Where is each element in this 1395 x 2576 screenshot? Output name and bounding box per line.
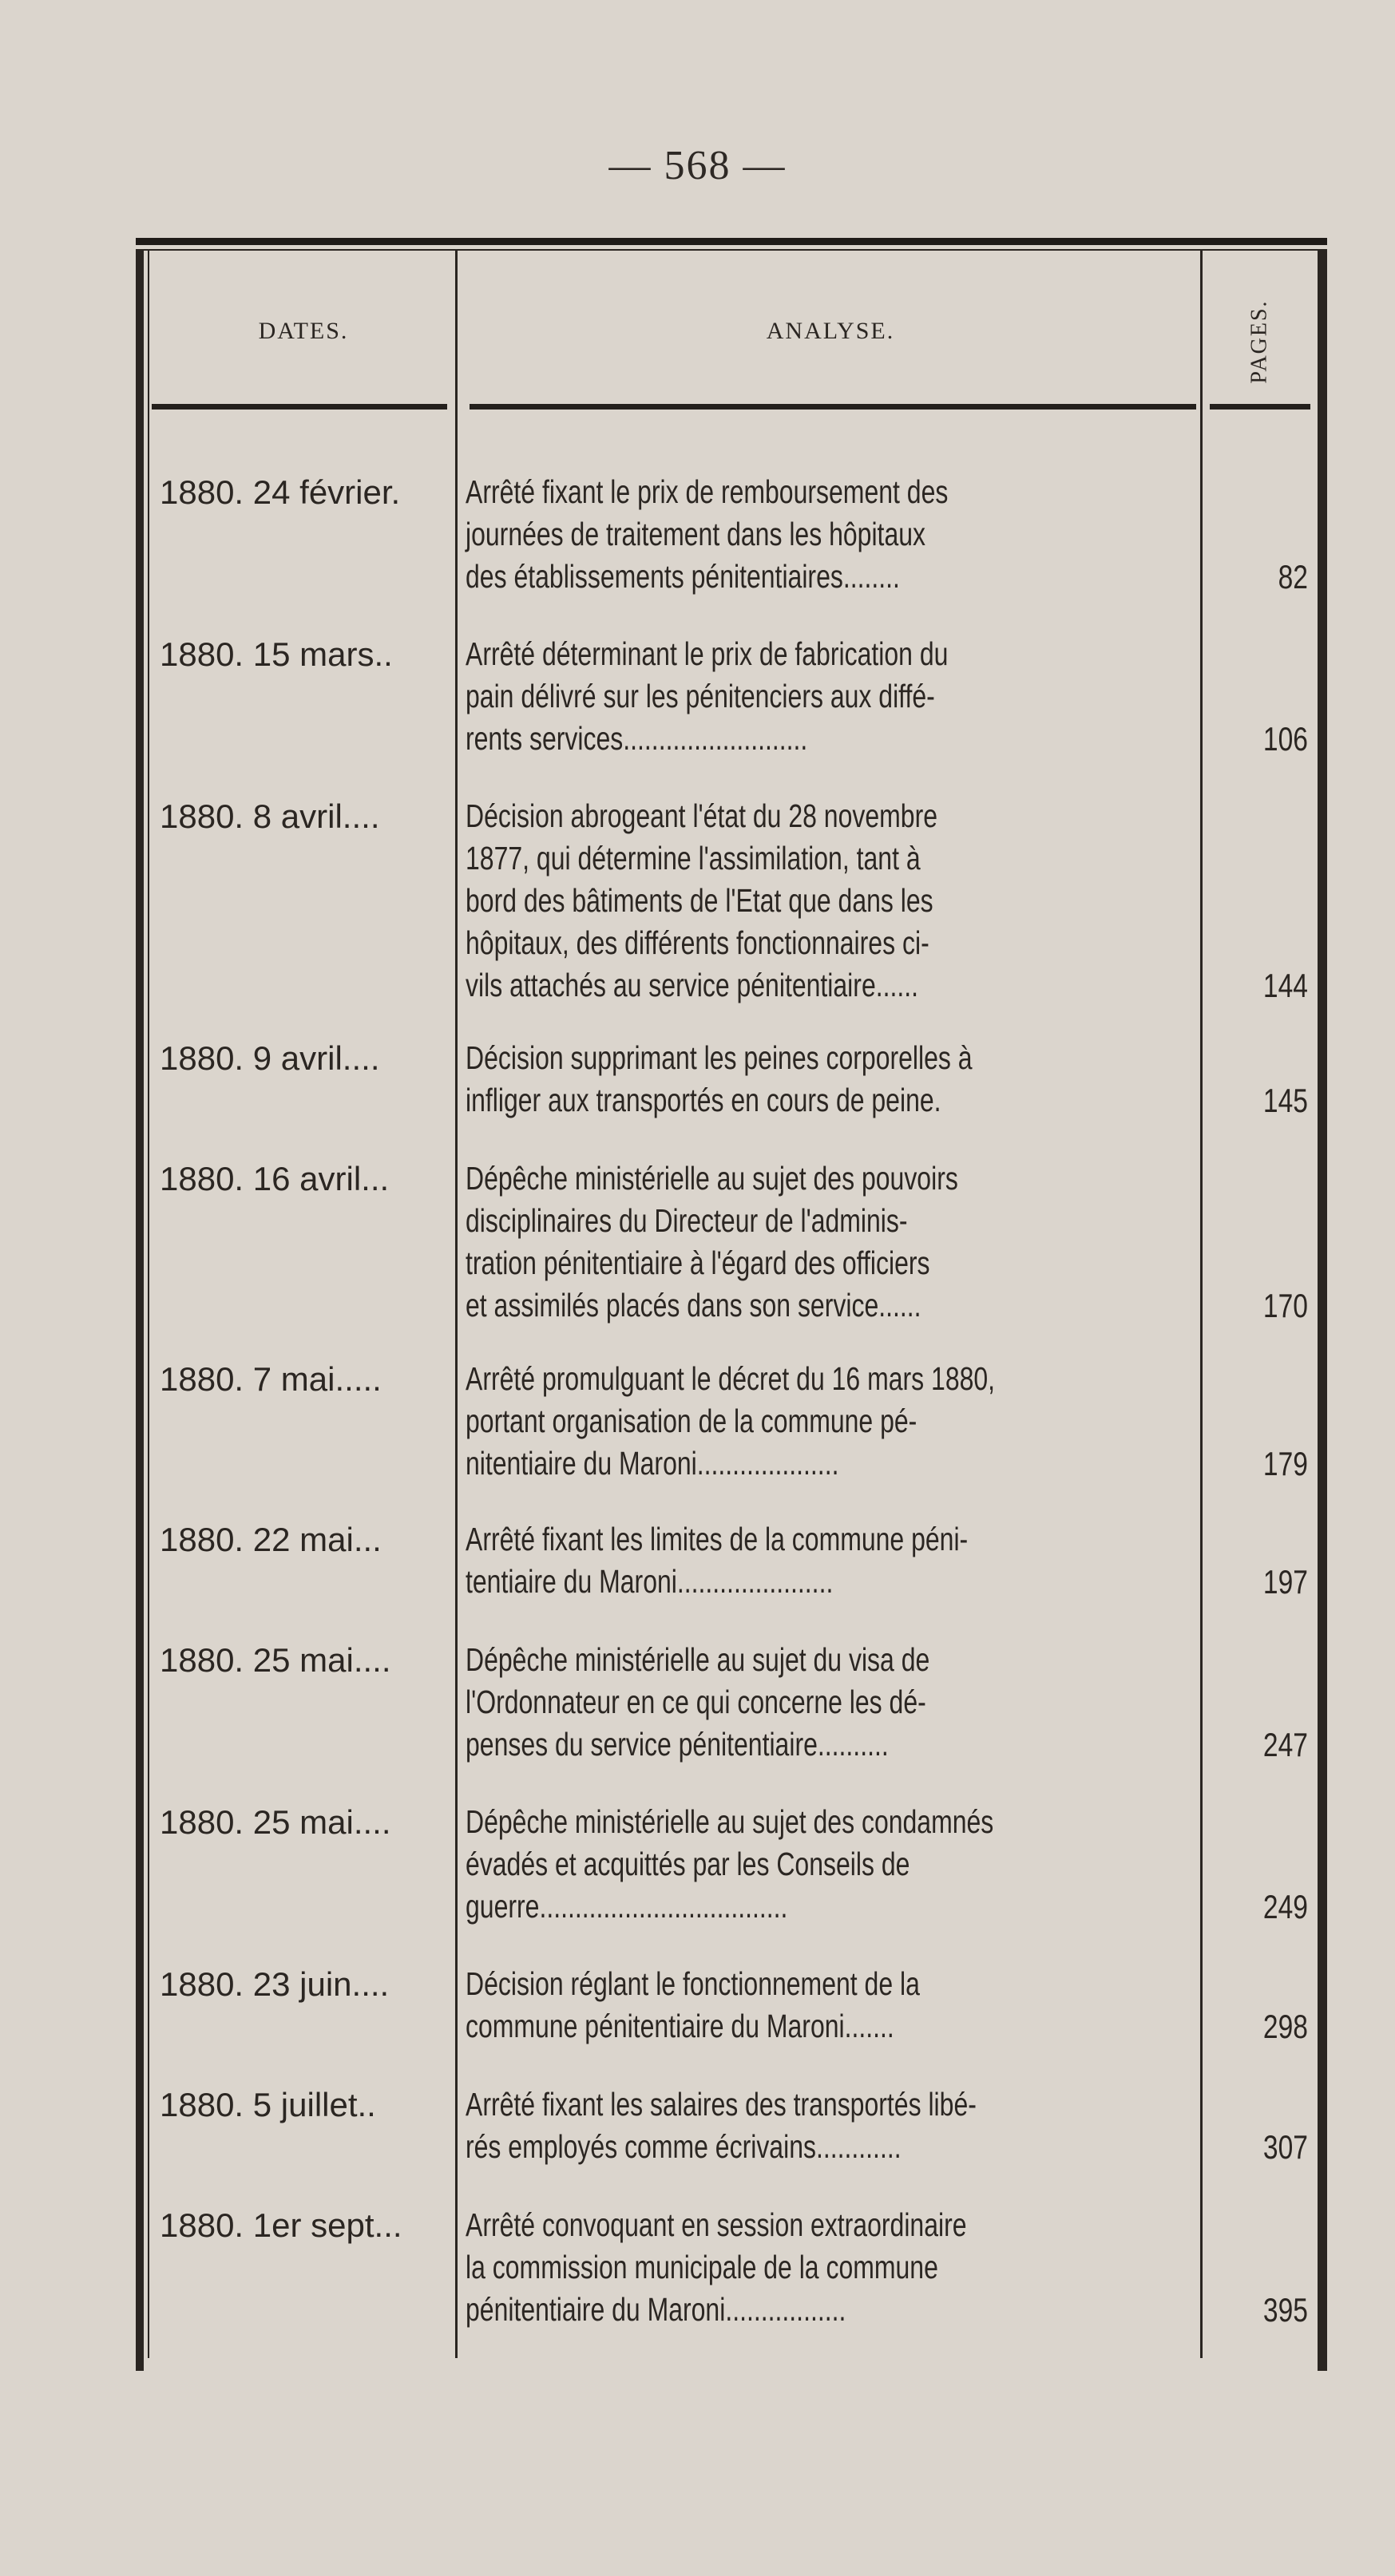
entry-page-ref: 197 — [1262, 1563, 1308, 1601]
entry-page-ref: 145 — [1262, 1082, 1308, 1119]
entry-analysis — [466, 1157, 1188, 1327]
entry-date: 1880. 23 juin.... — [160, 1965, 390, 2003]
header-dates: DATES. — [258, 318, 349, 344]
analysis-line: Décision supprimant les peines corporelles à — [466, 1039, 973, 1076]
analysis-line: journées de traitement dans les hôpitaux — [466, 516, 926, 552]
analysis-line: guerre................................... — [466, 1888, 788, 1925]
analysis-line: vils attachés au service pénitentiaire...... — [466, 967, 919, 1003]
entry-analysis — [466, 2083, 1188, 2168]
analysis-line: penses du service pénitentiaire.......... — [466, 1726, 889, 1763]
analysis-line: évadés et acquittés par les Conseils de — [466, 1846, 910, 1882]
entry-analysis — [466, 1037, 1188, 1122]
entry-analysis — [466, 795, 1188, 1007]
analysis-line: Arrêté fixant les limites de la commune péni- — [466, 1521, 969, 1557]
header-analyse: ANALYSE. — [766, 318, 895, 344]
entry-page-ref: 307 — [1262, 2128, 1308, 2166]
analysis-line: bord des bâtiments de l'Etat que dans les — [466, 882, 933, 919]
entry-page-ref: 170 — [1262, 1287, 1308, 1324]
analysis-line: Arrêté déterminant le prix de fabrication du — [466, 635, 949, 672]
entry-date: 1880. 25 mai.... — [160, 1641, 391, 1679]
analysis-line: infliger aux transportés en cours de peine. — [466, 1082, 941, 1118]
analysis-line: nitentiaire du Maroni.................... — [466, 1445, 839, 1482]
analysis-line: des établissements pénitentiaires........ — [466, 558, 900, 595]
analysis-line: Dépêche ministérielle au sujet des condamnés — [466, 1803, 994, 1840]
header-rule-pages — [1210, 404, 1310, 410]
entry-page-ref: 249 — [1262, 1888, 1308, 1925]
header-pages-label: PAGES. — [1247, 299, 1272, 384]
analysis-line: Décision abrogeant l'état du 28 novembre — [466, 797, 938, 834]
entry-date: 1880. 22 mai... — [160, 1521, 382, 1558]
analysis-line: portant organisation de la commune pé- — [466, 1403, 917, 1439]
header-pages — [1210, 282, 1310, 402]
entry-page-ref: 82 — [1278, 558, 1308, 596]
entry-date: 1880. 16 avril... — [160, 1160, 390, 1197]
entry-analysis — [466, 471, 1188, 598]
entry-analysis — [466, 1963, 1188, 2048]
page-number: — 568 — — [608, 143, 787, 188]
header-rule-analyse — [470, 404, 1196, 410]
analysis-line: Arrêté convoquant en session extraordinaire — [466, 2206, 967, 2243]
analysis-line: commune pénitentiaire du Maroni....... — [466, 2008, 894, 2044]
table-top-rule-thin — [136, 249, 1327, 251]
entry-date: 1880. 25 mai.... — [160, 1803, 391, 1841]
analysis-line: Arrêté promulguant le décret du 16 mars 1880, — [466, 1360, 996, 1397]
entry-analysis — [466, 1801, 1188, 1928]
analysis-line: et assimilés placés dans son service...... — [466, 1287, 921, 1324]
entry-page-ref: 179 — [1262, 1445, 1308, 1482]
table-left-border — [136, 251, 144, 2371]
analysis-line: rés employés comme écrivains............ — [466, 2128, 902, 2165]
entry-date: 1880. 9 avril.... — [160, 1039, 380, 1077]
analysis-line: rents services.......................... — [466, 720, 808, 757]
entry-page-ref: 144 — [1262, 967, 1308, 1004]
analysis-line: Dépêche ministérielle au sujet des pouvoirs — [466, 1160, 958, 1197]
analysis-line: pain délivré sur les pénitenciers aux diffé- — [466, 678, 935, 714]
column-divider-dates — [455, 251, 458, 2358]
entry-analysis — [466, 1518, 1188, 1603]
column-divider-analyse — [1200, 251, 1203, 2358]
entry-analysis — [466, 1358, 1188, 1485]
analysis-line: 1877, qui détermine l'assimilation, tant à — [466, 840, 921, 876]
analysis-line: hôpitaux, des différents fonctionnaires ci- — [466, 924, 929, 961]
entry-date: 1880. 24 février. — [160, 473, 401, 511]
entry-date: 1880. 1er sept... — [160, 2206, 402, 2244]
table-right-border — [1318, 251, 1327, 2371]
analysis-line: Arrêté fixant le prix de remboursement des — [466, 473, 949, 510]
analysis-line: Décision réglant le fonctionnement de la — [466, 1965, 920, 2002]
analysis-line: Arrêté fixant les salaires des transportés libé- — [466, 2086, 977, 2123]
analysis-line: tration pénitentiaire à l'égard des officiers — [466, 1244, 930, 1281]
analysis-line: Dépêche ministérielle au sujet du visa de — [466, 1641, 930, 1678]
analysis-line: disciplinaires du Directeur de l'adminis- — [466, 1202, 908, 1239]
entry-analysis — [466, 633, 1188, 760]
table-left-border-thin — [148, 251, 149, 2358]
table-top-rule — [136, 238, 1327, 245]
entry-date: 1880. 5 juillet.. — [160, 2086, 376, 2123]
index-table — [136, 238, 1327, 2371]
header-rule-dates — [152, 404, 447, 410]
entry-page-ref: 395 — [1262, 2291, 1308, 2329]
entry-page-ref: 106 — [1262, 720, 1308, 758]
entry-analysis — [466, 1639, 1188, 1766]
analysis-line: la commission municipale de la commune — [466, 2249, 938, 2285]
entry-analysis — [466, 2204, 1188, 2331]
entry-date: 1880. 8 avril.... — [160, 797, 380, 835]
analysis-line: l'Ordonnateur en ce qui concerne les dé- — [466, 1684, 926, 1720]
entry-date: 1880. 15 mars.. — [160, 635, 393, 673]
entry-page-ref: 247 — [1262, 1726, 1308, 1763]
analysis-line: tentiaire du Maroni...................... — [466, 1563, 834, 1600]
entry-date: 1880. 7 mai..... — [160, 1360, 382, 1398]
entry-page-ref: 298 — [1262, 2008, 1308, 2045]
analysis-line: pénitentiaire du Maroni................. — [466, 2291, 846, 2328]
